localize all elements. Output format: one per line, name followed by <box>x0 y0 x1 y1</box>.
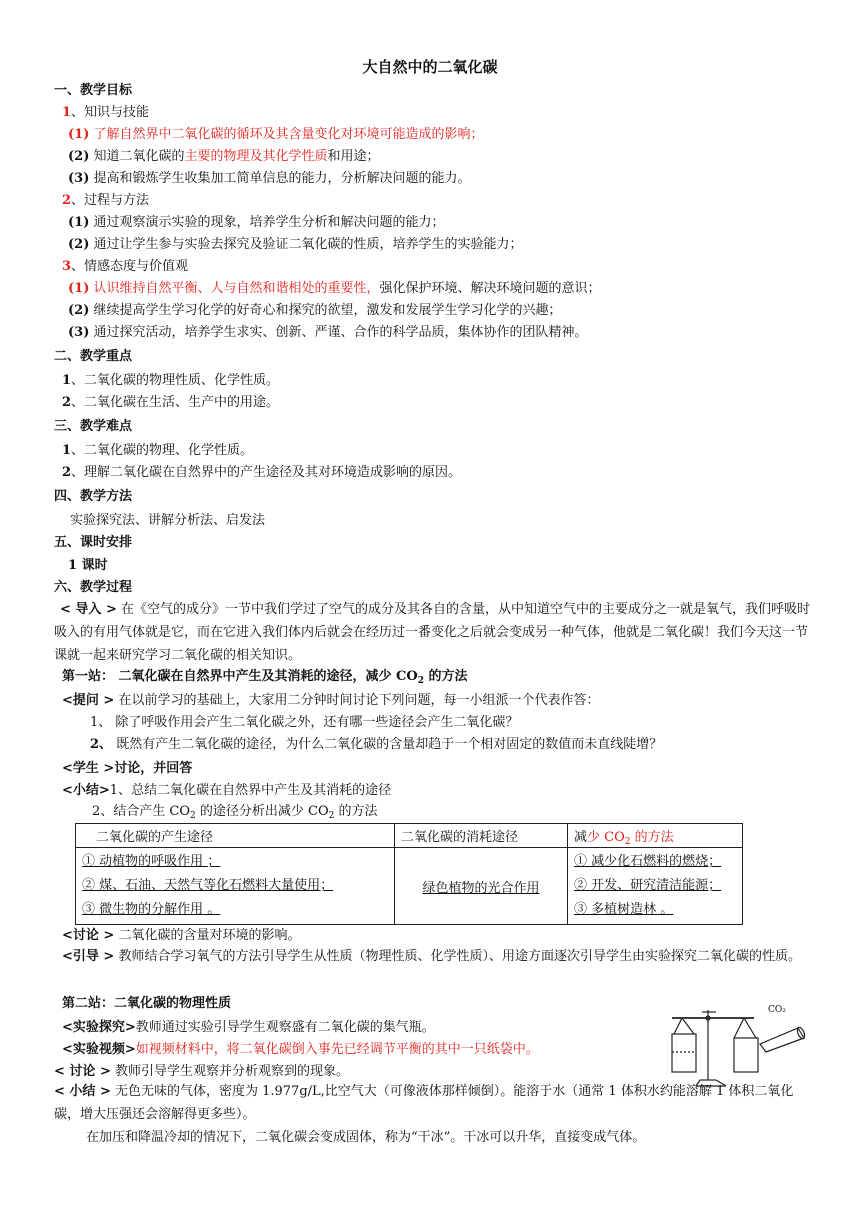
table-header-row <box>76 824 743 848</box>
list-item: (2) 继续提高学生学习化学的好奇心和探究的欲望，激发和发展学生学习化学的兴趣； <box>68 303 562 318</box>
dry-ice-line: 在加压和降温冷却的情况下，二氧化碳会变成固体，称为“干冰”。干冰可以升华，直接变成气体。 <box>86 1130 646 1145</box>
balance-apparatus-figure <box>658 1008 808 1090</box>
list-item: (2) 知道二氧化碳的主要的物理及其化学性质和用途； <box>68 149 380 164</box>
list-item: (3) 通过探究活动，培养学生求实、创新、严谨、合作的科学品质，集体协作的团队精神。 <box>68 325 588 340</box>
list-item: (1) 通过观察演示实验的现象，培养学生分析和解决问题的能力； <box>68 215 445 230</box>
summary-paragraph: < 小结 > 无色无味的气体，密度为 1.977g/L,比空气大（可像液体那样倾倒）。能溶于水（通常 1 体积水约能溶解 1 体积二氧化碳，增大压强还会溶解得更多些）。 <box>54 1084 794 1122</box>
summary-line: <小结>1、总结二氧化碳在自然界中产生及其消耗的途径 <box>62 783 392 798</box>
video-line: <实验视频>如视频材料中，将二氧化碳倒入事先已经调节平衡的其中一只纸袋中。 <box>62 1042 539 1057</box>
station-heading: 第二站：二氧化碳的物理性质 <box>62 996 232 1011</box>
guide-paragraph: <引导 > 教师结合学习氧气的方法引导学生从性质（物理性质、化学性质）、用途方面逐次引导学生由实验探究二氧化碳的性质。 <box>62 949 801 964</box>
question-item: 2、 既然有产生二氧化碳的途径，为什么二氧化碳的含量却趋于一个相对固定的数值而未直线陡增？ <box>90 737 663 752</box>
list-item: 2、理解二氧化碳在自然界中的产生途径及其对环境造成影响的原因。 <box>62 465 462 480</box>
table-header: 二氧化碳的产生途径 <box>76 824 395 848</box>
list-item: (1) 了解自然界中二氧化碳的循环及其含量变化对环境可能造成的影响； <box>68 127 484 142</box>
list-item: 1、二氧化碳的物理、化学性质。 <box>62 443 254 458</box>
table-header: 减少 $CO_2$ 的方法 <box>568 824 743 848</box>
methods-text: 实验探究法、讲解分析法、启发法 <box>70 513 266 528</box>
table-header: 二氧化碳的消耗途径 <box>395 824 568 848</box>
section-heading: 二、教学重点 <box>54 349 133 364</box>
section-heading: 五、课时安排 <box>54 535 133 550</box>
document-title: 大自然中的二氧化碳 <box>362 58 498 76</box>
section-heading: 三、教学难点 <box>54 419 133 434</box>
table-cell: ① 动植物的呼吸作用 ； ② 煤、石油、天然气等化石燃料大量使用； ③ 微生物的分解作用 。 <box>76 848 395 925</box>
table-cell: ① 减少化石燃料的燃烧； ② 开发、研究清洁能源； ③ 多植树造林 。 <box>568 848 743 925</box>
subsection-heading: 1、知识与技能 <box>62 105 150 120</box>
list-item: (2) 通过让学生参与实验去探究及验证二氧化碳的性质，培养学生的实验能力； <box>68 237 523 252</box>
list-item: 1、二氧化碳的物理性质、化学性质。 <box>62 373 280 388</box>
list-item: 2、二氧化碳在生活、生产中的用途。 <box>62 395 280 410</box>
discuss-line: <讨论 > 二氧化碳的含量对环境的影响。 <box>62 928 301 943</box>
student-note: <学生 >讨论，并回答 <box>62 761 193 776</box>
period-text: 1 课时 <box>68 558 108 573</box>
list-item: (3) 提高和锻炼学生收集加工简单信息的能力，分析解决问题的能力。 <box>68 171 471 186</box>
co2-pathways-table <box>75 823 743 925</box>
station-heading: 第一站： 二氧化碳在自然界中产生及其消耗的途径，减少 $CO_2$ 的方法 <box>62 669 468 686</box>
section-heading: 四、教学方法 <box>54 489 133 504</box>
table-row <box>76 848 743 925</box>
experiment-line: <实验探究>教师通过实验引导学生观察盛有二氧化碳的集气瓶。 <box>62 1020 435 1035</box>
subsection-heading: 2、过程与方法 <box>62 193 150 208</box>
subsection-heading: 3、情感态度与价值观 <box>62 259 189 274</box>
section-heading: 一、教学目标 <box>54 83 133 98</box>
list-item: (1) 认识维持自然平衡、人与自然和谐相处的重要性，强化保护环境、解决环境问题的意识； <box>68 281 601 296</box>
section-heading: 六、教学过程 <box>54 580 133 595</box>
intro-paragraph: < 导入 > 在《空气的成分》一节中我们学过了空气的成分及其各自的含量，从中知道空气中的主要成分之一就是氧气，我们呼吸时吸入的有用气体就是它，而在它进入我们体内后就会在经历过一番变化之后就会变成另一种气体，他就是二氧化碳！我们今天这一节课就一起来研究学习二氧化碳的相关知识。 <box>54 602 810 663</box>
question-item: 1、 除了呼吸作用会产生二氧化碳之外，还有哪一些途径会产生二氧化碳？ <box>90 715 519 730</box>
discuss-line: < 讨论 > 教师引导学生观察并分析观察到的现象。 <box>54 1064 349 1079</box>
summary-line: 2、结合产生 $CO_2$ 的途径分析出减少 $CO_2$ 的方法 <box>92 804 378 821</box>
figure-co2-label: CO₂ <box>768 1005 786 1015</box>
table-cell: 绿色植物的光合作用 <box>395 848 568 925</box>
question-prompt: <提问 > 在以前学习的基础上，大家用二分钟时间讨论下列问题，每一小组派一个代表作答： <box>62 693 600 708</box>
